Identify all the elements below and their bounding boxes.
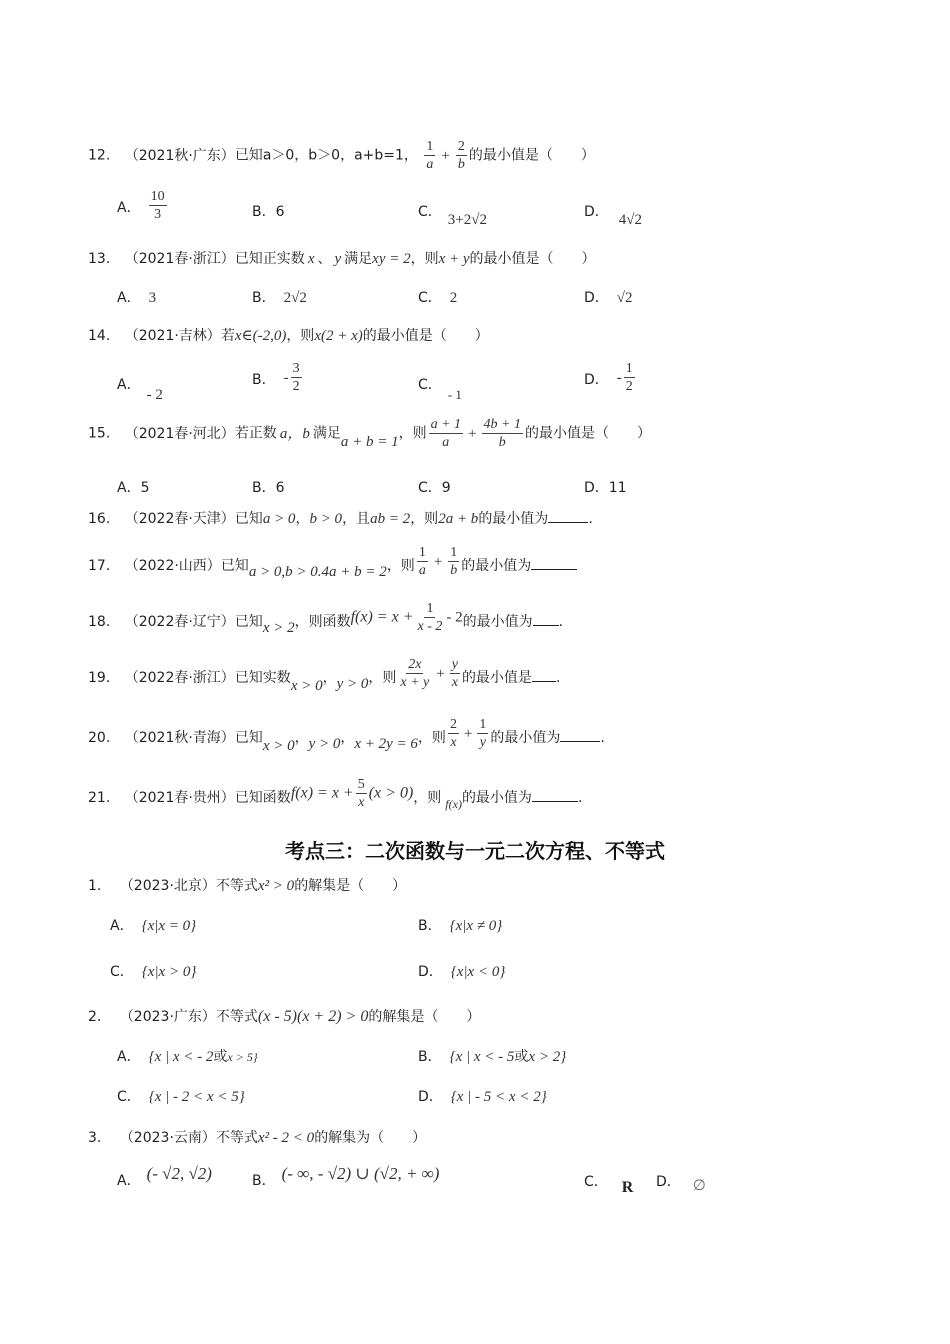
fraction: $\frac{2}{b}$: [457, 139, 465, 172]
section-heading: 考点三：二次函数与一元二次方程、不等式: [285, 839, 665, 863]
option-d[interactable]: D． √2: [584, 290, 633, 306]
option-d[interactable]: D． {x|x < 0}: [418, 964, 506, 980]
option-b[interactable]: B．6: [252, 204, 285, 220]
option-b[interactable]: B．6: [252, 480, 285, 496]
option-c[interactable]: C．9: [418, 480, 451, 496]
question-source: （2021秋·广东）: [124, 147, 235, 164]
option-b[interactable]: B． (- ∞, - √2) ∪ (√2, + ∞): [252, 1164, 440, 1189]
option-d[interactable]: D．11: [584, 480, 627, 496]
problem-3: 3. （2023·云南）不等式x² - 2 < 0的解集为（ ）: [88, 1130, 427, 1146]
option-b[interactable]: B． {x|x ≠ 0}: [418, 918, 503, 934]
option-b[interactable]: B． - $\frac{3}{2}$: [252, 361, 300, 394]
answer-blank[interactable]: [560, 729, 600, 742]
answer-blank[interactable]: [531, 557, 577, 570]
option-b[interactable]: B． {x | x < - 5或x > 2}: [418, 1049, 567, 1065]
question-number: 12.: [88, 147, 111, 164]
option-c[interactable]: C．- 1: [418, 377, 462, 402]
option-c[interactable]: C． 3+2√2: [418, 204, 487, 228]
option-d[interactable]: D． 4√2: [584, 204, 643, 228]
fraction: $\frac{1}{a}$: [426, 139, 434, 172]
option-c[interactable]: C． R: [584, 1174, 634, 1196]
question-18: 18. （2022春·辽宁）已知x > 2，则函数f(x) = x + $\frac{1}{x - 2}$ - 2的最小值为 .: [88, 601, 564, 636]
option-a[interactable]: A． (- √2, √2): [117, 1164, 212, 1189]
question-19: 19. （2022春·浙江）已知实数x > 0，y > 0，则 $\frac{2x}{x + y}$ + $\frac{y}{x}$ 的最小值是 .: [88, 657, 561, 694]
answer-blank[interactable]: [532, 789, 578, 802]
option-a[interactable]: A． $\frac{10}{3}$: [117, 189, 165, 222]
question-12: 12. （2021秋·广东）已知a＞0，b＞0，a+b=1， $\frac{1}{a}$ + $\frac{2}{b}$ 的最小值是（ ）: [88, 139, 595, 172]
question-14: 14. （2021·吉林）若x∈(-2,0)，则x(2 + x)的最小值是（ ）: [88, 328, 489, 344]
question-17: 17. （2022·山西）已知a > 0,b > 0.4a + b = 2，则 $\frac{1}{a}$ + $\frac{1}{b}$ 的最小值为: [88, 544, 577, 579]
question-16: 16. （2022春·天津）已知a > 0，b > 0，且ab = 2，则2a + b的最小值为 .: [88, 511, 593, 527]
option-a[interactable]: A． {x | x < - 2或x > 5}: [117, 1049, 258, 1065]
option-a[interactable]: A．5: [117, 480, 150, 496]
option-d[interactable]: D． - $\frac{1}{2}$: [584, 361, 633, 394]
answer-blank[interactable]: [533, 613, 559, 626]
option-a[interactable]: A．- 2: [117, 377, 163, 403]
problem-2: 2. （2023·广东）不等式(x - 5)(x + 2) > 0的解集是（ ）: [88, 1008, 481, 1025]
answer-blank[interactable]: [532, 669, 556, 682]
answer-blank[interactable]: [548, 510, 588, 523]
option-c[interactable]: C． {x | - 2 < x < 5}: [117, 1089, 245, 1105]
question-20: 20. （2021秋·青海）已知x > 0，y > 0，x + 2y = 6，则 $\frac{2}{x}$ + $\frac{1}{y}$ 的最小值为 .: [88, 717, 605, 754]
option-c[interactable]: C． {x|x > 0}: [110, 964, 197, 980]
problem-1: 1. （2023·北京）不等式x² > 0的解集是（ ）: [88, 878, 407, 894]
option-c[interactable]: C． 2: [418, 290, 458, 306]
option-a[interactable]: A． {x|x = 0}: [110, 918, 197, 934]
option-d[interactable]: D． ∅: [656, 1174, 706, 1194]
question-15: 15. （2021春·河北）若正数 a，b 满足a + b = 1，则 $\frac{a + 1}{a}$ + $\frac{4b + 1}{b}$ 的最小值是（ ）: [88, 417, 651, 450]
option-b[interactable]: B． 2√2: [252, 290, 307, 306]
question-21: 21. （2021春·贵州）已知函数f(x) = x + $\frac{5}{x}$ (x > 0)，则 f(x)的最小值为 .: [88, 777, 583, 811]
question-13: 13. （2021春·浙江）已知正实数 x 、 y 满足xy = 2，则x + y的最小值是（ ）: [88, 251, 596, 267]
option-d[interactable]: D． {x | - 5 < x < 2}: [418, 1089, 547, 1105]
condition: a＞0，b＞0，a+b=1，: [262, 147, 418, 164]
option-a[interactable]: A． 3: [117, 290, 157, 306]
